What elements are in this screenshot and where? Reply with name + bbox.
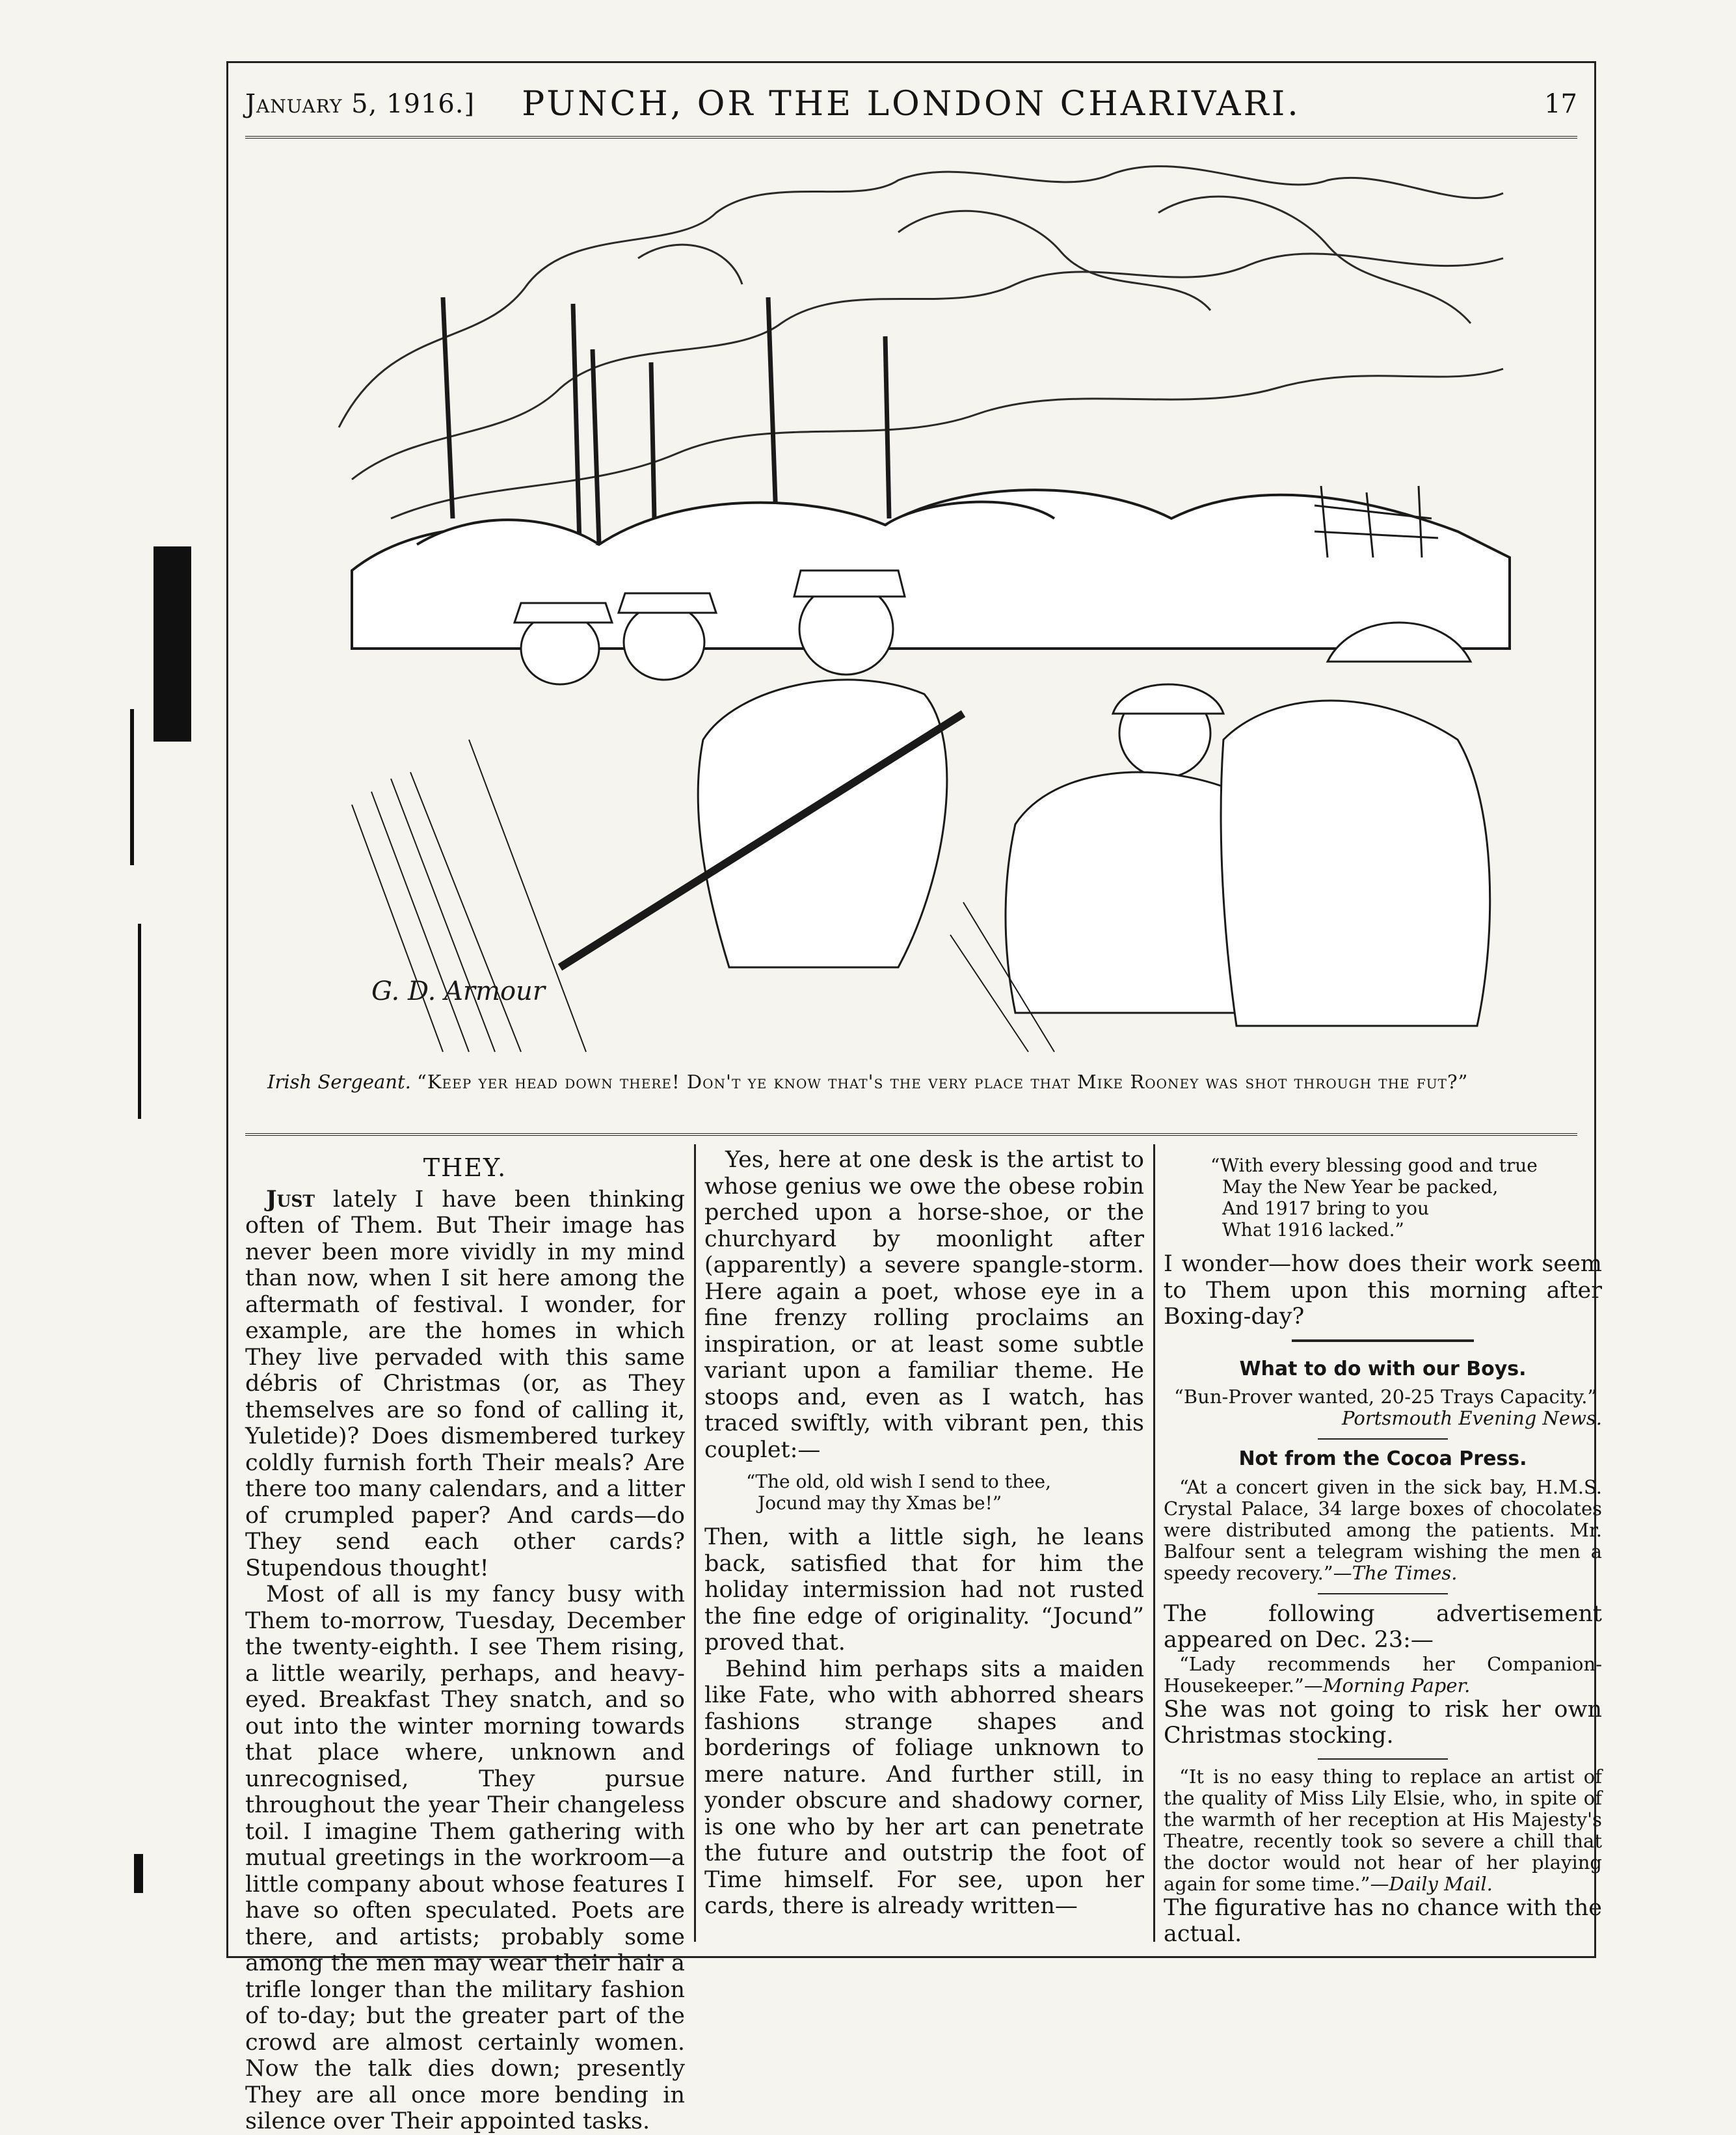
item-divider bbox=[1318, 1758, 1448, 1760]
item-divider bbox=[1318, 1593, 1448, 1594]
article-paragraph: Then, with a little sigh, he leans back, satisfied that for him the holiday intermission had not rusted the fine edge of originality. “Jocund” proved that. bbox=[704, 1524, 1144, 1656]
article-paragraph: I wonder—how does their work seem to Them upon this morning after Boxing-day? bbox=[1164, 1251, 1602, 1330]
magazine-page bbox=[226, 61, 1602, 2134]
issue-date: January 5, 1916.] bbox=[245, 89, 475, 119]
cocoa-quote: “At a concert given in the sick bay, H.M.S. Crystal Palace, 34 large boxes of chocolates were distributed among the patients. Mr. Balfour sent a telegram wishing the men a speedy recovery.”—The Times. bbox=[1164, 1475, 1602, 1584]
trench-cartoon bbox=[313, 154, 1510, 1058]
item-title-cocoa: Not from the Cocoa Press. bbox=[1238, 1447, 1527, 1470]
item-title-boys: What to do with our Boys. bbox=[1239, 1357, 1527, 1380]
caption-text: “Keep yer head down there! Don't ye know that's the very place that Mike Rooney was shot through the fut?” bbox=[417, 1071, 1469, 1093]
article-title: THEY. bbox=[423, 1153, 507, 1182]
item-divider bbox=[1318, 1438, 1448, 1440]
article-paragraph: Just lately I have been thinking often of Them. But Their image has never been more vividly in my mind than now, when I sit here among the aftermath of festival. I wonder, for example, are the homes in which They live pervaded with this same débris of Christmas (or, as They themselves are so fond of calling it, Yuletide)? Does dismembered turkey coldly furnish forth Their meals? Are there too many calendars, and a litter of crumpled paper? And cards—do They send each other cards? Stupendous thought! bbox=[245, 1185, 685, 1581]
caption-speaker: Irish Sergeant. bbox=[267, 1071, 411, 1093]
couplet: “The old, old wish I send to thee, Jocund may thy Xmas be!” bbox=[746, 1471, 1051, 1514]
scan-margin-mark bbox=[130, 709, 134, 865]
artist-signature: G. D. Armour bbox=[371, 976, 545, 1006]
advert-comment: She was not going to risk her own Christmas stocking. bbox=[1164, 1696, 1602, 1749]
column-rule bbox=[694, 1144, 696, 1942]
column-3 bbox=[1164, 1144, 1602, 1947]
elsie-source: —Daily Mail. bbox=[1370, 1872, 1493, 1895]
article-paragraph: Most of all is my fancy busy with Them to-morrow, Tuesday, December the twenty-eighth. I see Them rising, a little wearily, perhaps, and heavy-eyed. Breakfast They snatch, and so out into the winter morning towards that place where, unknown and unrecognised, They pursue throughout the year Their changeless toil. I imagine Them gathering with mutual greetings in the workroom—a little company about whose features I have so often speculated. Poets are there, and artists; probably some among the men may wear their hair a trifle longer than the military fashion of to-day; but the greater part of the crowd are almost certainly women. Now the talk dies down; presently They are all once more bending in silence over Their appointed tasks. bbox=[245, 1581, 685, 2134]
cocoa-source: —The Times. bbox=[1333, 1561, 1458, 1584]
elsie-quote: “It is no easy thing to replace an artist of the quality of Miss Lily Elsie, who, in spite of the warmth of her reception at His Majesty's Theatre, recently took so severe a chill that the doctor would not hear of her playing again for some time.”—Daily Mail. bbox=[1164, 1765, 1602, 1895]
card-verse: “With every blessing good and true May the New Year be packed, And 1917 bring to you What 1916 lacked.” bbox=[1210, 1155, 1538, 1241]
advert-intro: The following advertisement appeared on Dec. 23:— bbox=[1164, 1600, 1602, 1653]
column-1 bbox=[245, 1144, 685, 2134]
publication-title: PUNCH, OR THE LONDON CHARIVARI. bbox=[522, 85, 1301, 124]
boys-quote: “Bun-Prover wanted, 20-25 Trays Capacity.” bbox=[1174, 1386, 1597, 1408]
cartoon-caption bbox=[267, 1070, 1555, 1094]
item-divider bbox=[1292, 1339, 1474, 1342]
article-paragraph: Yes, here at one desk is the artist to whose genius we owe the obese robin perched upon a horse-shoe, or the churchyard by moonlight after (apparently) a severe spangle-storm. Here again a poet, whose eye in a fine frenzy rolling proclaims an inspiration, or at least some subtle variant upon a familiar theme. He stoops and, even as I watch, has traced swiftly, with vibrant pen, this couplet:— bbox=[704, 1147, 1144, 1463]
page-number: 17 bbox=[1544, 89, 1577, 119]
text-columns bbox=[245, 1144, 1602, 2134]
column-2 bbox=[704, 1144, 1144, 1942]
scan-margin-mark bbox=[154, 546, 191, 742]
article-paragraph: Behind him perhaps sits a maiden like Fate, who with abhorred shears fashions strange shapes and borderings of foliage unknown to mere nature. And further still, in yonder obscure and shadowy corner, is one who by her art can penetrate the future and outstrip the foot of Time himself. For see, upon her cards, there is already written— bbox=[704, 1656, 1144, 1919]
column-rule bbox=[1153, 1144, 1155, 1942]
running-header bbox=[245, 72, 1577, 139]
advert-source: —Morning Paper. bbox=[1303, 1674, 1471, 1697]
section-divider bbox=[245, 1133, 1577, 1136]
scan-margin-mark bbox=[138, 924, 141, 1119]
boys-source: Portsmouth Evening News. bbox=[1342, 1407, 1602, 1429]
opening-word: Just bbox=[266, 1185, 315, 1213]
advert-quote: “Lady recommends her Companion-Housekeeper.”—Morning Paper. bbox=[1164, 1652, 1602, 1697]
scan-margin-mark bbox=[134, 1854, 143, 1893]
elsie-comment: The figurative has no chance with the actual. bbox=[1164, 1894, 1602, 1947]
